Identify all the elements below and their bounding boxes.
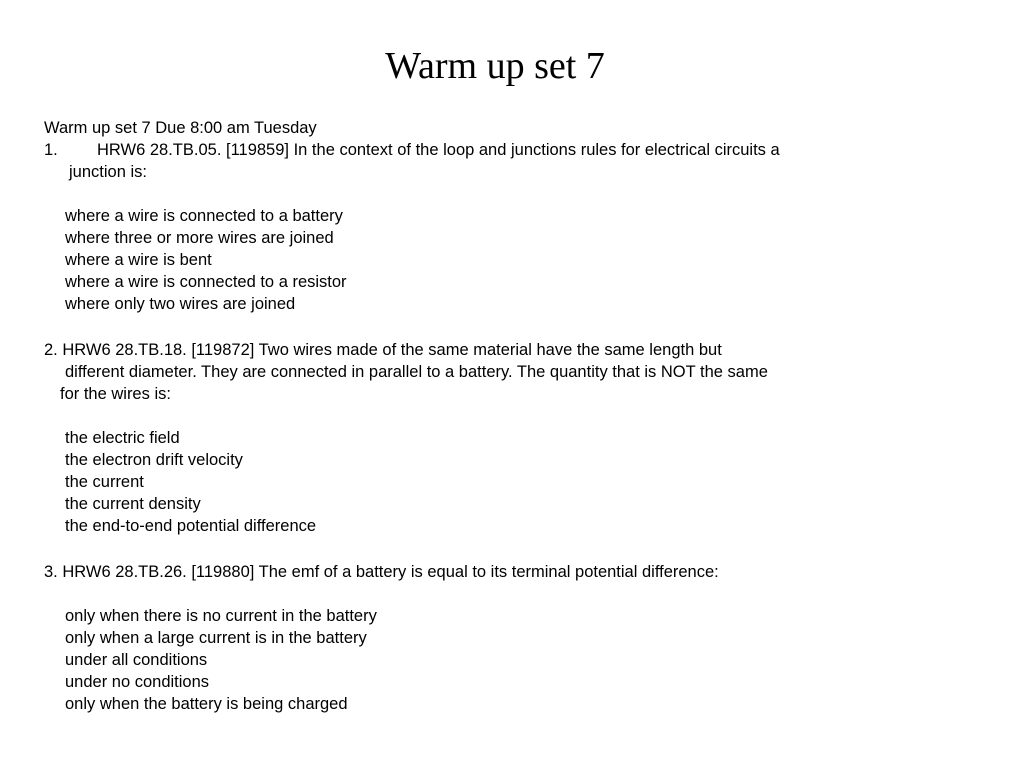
question-3-line-1: 3. HRW6 28.TB.26. [119880] The emf of a battery is equal to its terminal potential difference: bbox=[44, 563, 719, 581]
page-title: Warm up set 7 bbox=[385, 45, 605, 87]
question-3-option: only when there is no current in the battery bbox=[65, 607, 377, 625]
question-1-number: 1. bbox=[44, 141, 58, 159]
question-2-line-1: 2. HRW6 28.TB.18. [119872] Two wires made of the same material have the same length but bbox=[44, 341, 722, 359]
question-3-option: under all conditions bbox=[65, 651, 208, 669]
question-2-option: the current density bbox=[65, 495, 201, 513]
question-3-option: only when a large current is in the battery bbox=[65, 629, 367, 647]
question-2-line-3: for the wires is: bbox=[60, 385, 171, 403]
question-1-text: HRW6 28.TB.05. [119859] In the context of the loop and junctions rules for electrical circuits a bbox=[97, 141, 780, 159]
question-2-option: the electron drift velocity bbox=[65, 451, 243, 469]
question-3-option: under no conditions bbox=[65, 673, 210, 691]
question-1-line-2: junction is: bbox=[69, 163, 147, 181]
question-2-line-2: different diameter. They are connected in parallel to a battery. The quantity that is NOT the same bbox=[65, 363, 768, 381]
question-1-option: where a wire is connected to a resistor bbox=[65, 273, 347, 291]
question-2-option: the electric field bbox=[65, 429, 180, 447]
question-1-option: where only two wires are joined bbox=[65, 295, 296, 313]
question-3-option: only when the battery is being charged bbox=[65, 695, 348, 713]
question-1-option: where a wire is bent bbox=[65, 251, 212, 269]
question-1-option: where three or more wires are joined bbox=[65, 229, 334, 247]
assignment-header: Warm up set 7 Due 8:00 am Tuesday bbox=[44, 119, 317, 137]
question-2-option: the current bbox=[65, 473, 144, 491]
question-2-option: the end-to-end potential difference bbox=[65, 517, 317, 535]
question-1-option: where a wire is connected to a battery bbox=[65, 207, 343, 225]
